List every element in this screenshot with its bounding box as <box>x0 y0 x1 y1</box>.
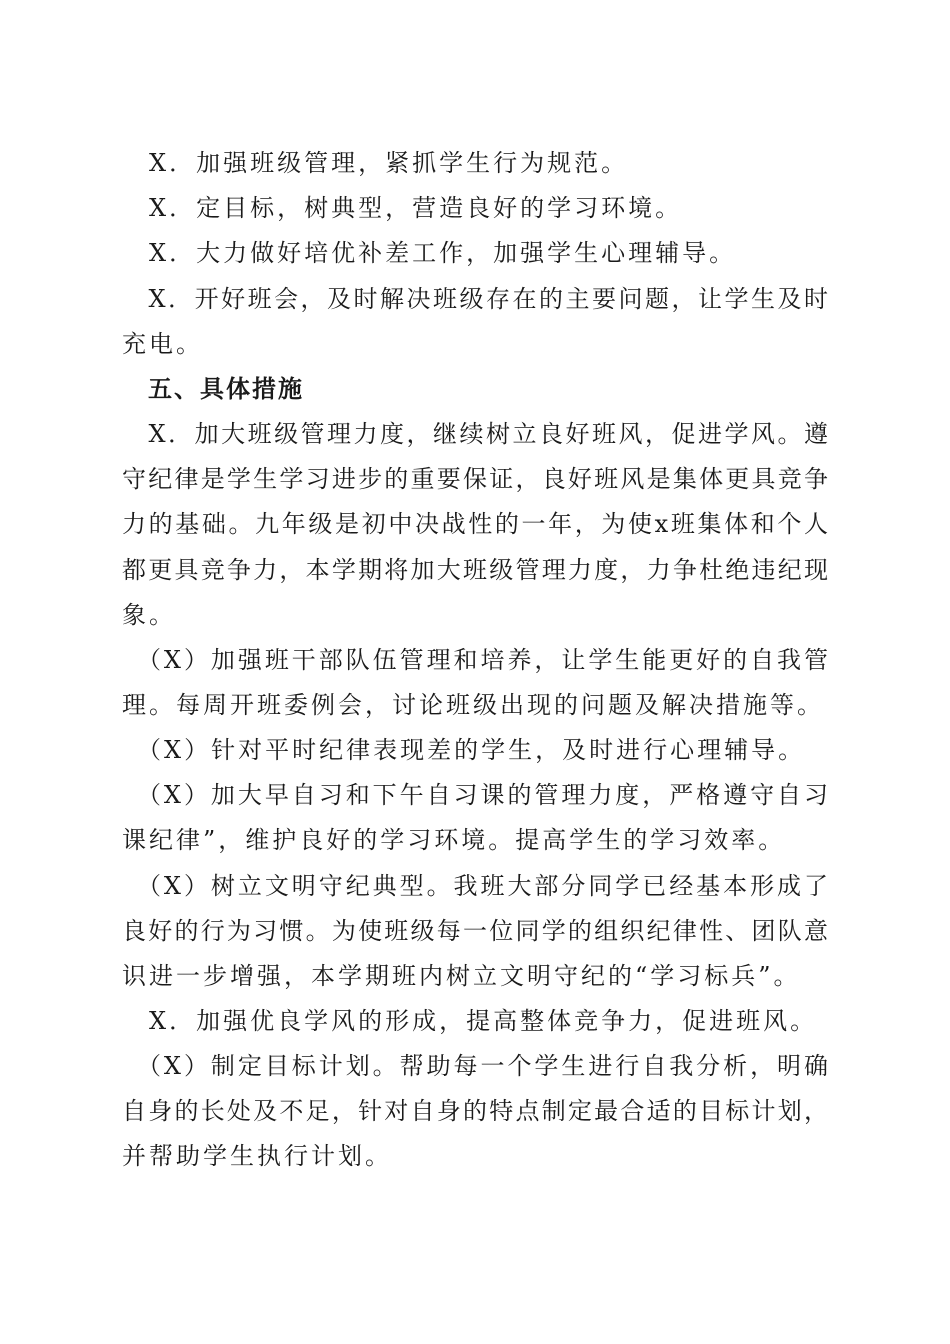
paragraph-line: 良好的行为习惯。为使班级每一位同学的组织纪律性、团队意 <box>122 917 828 945</box>
paragraph-line: 课纪律”，维护良好的学习环境。提高学生的学习效率。 <box>122 826 786 854</box>
paragraph-line: 识进一步增强，本学期班内树立文明守纪的“学习标兵”。 <box>122 962 801 990</box>
paragraph-line: 都更具竞争力，本学期将加大班级管理力度，力争杜绝违纪现 <box>122 556 828 584</box>
paragraph-line: 理。每周开班委例会，讨论班级出现的问题及解决措施等。 <box>122 691 824 719</box>
paragraph-line: 充电。 <box>122 330 203 358</box>
paragraph-line: X．加强优良学风的形成，提高整体竞争力，促进班风。 <box>122 1007 818 1035</box>
paragraph-line: （X）制定目标计划。帮助每一个学生进行自我分析，明确 <box>122 1052 828 1080</box>
paragraph-line: X．定目标，树典型，营造良好的学习环境。 <box>122 194 683 222</box>
paragraph-line: （X）加大早自习和下午自习课的管理力度，严格遵守自习 <box>122 781 828 809</box>
paragraph-line: X．开好班会，及时解决班级存在的主要问题，让学生及时 <box>122 285 828 313</box>
paragraph-line: 自身的长处及不足，针对自身的特点制定最合适的目标计划， <box>122 1097 828 1125</box>
paragraph-line: 力的基础。九年级是初中决战性的一年，为使x班集体和个人 <box>122 510 828 538</box>
paragraph-line: X．加强班级管理，紧抓学生行为规范。 <box>122 149 629 177</box>
paragraph-line: 象。 <box>122 601 176 629</box>
paragraph-line: （X）树立文明守纪典型。我班大部分同学已经基本形成了 <box>122 872 828 900</box>
paragraph-line: X．大力做好培优补差工作，加强学生心理辅导。 <box>122 239 737 267</box>
section-heading: 五、具体措施 <box>122 375 304 403</box>
paragraph-line: X．加大班级管理力度，继续树立良好班风，促进学风。遵 <box>122 420 828 448</box>
paragraph-line: 并帮助学生执行计划。 <box>122 1142 392 1170</box>
paragraph-line: （X）针对平时纪律表现差的学生，及时进行心理辅导。 <box>122 736 806 764</box>
paragraph-line: 守纪律是学生学习进步的重要保证，良好班风是集体更具竞争 <box>122 465 828 493</box>
paragraph-line: （X）加强班干部队伍管理和培养，让学生能更好的自我管 <box>122 646 828 674</box>
